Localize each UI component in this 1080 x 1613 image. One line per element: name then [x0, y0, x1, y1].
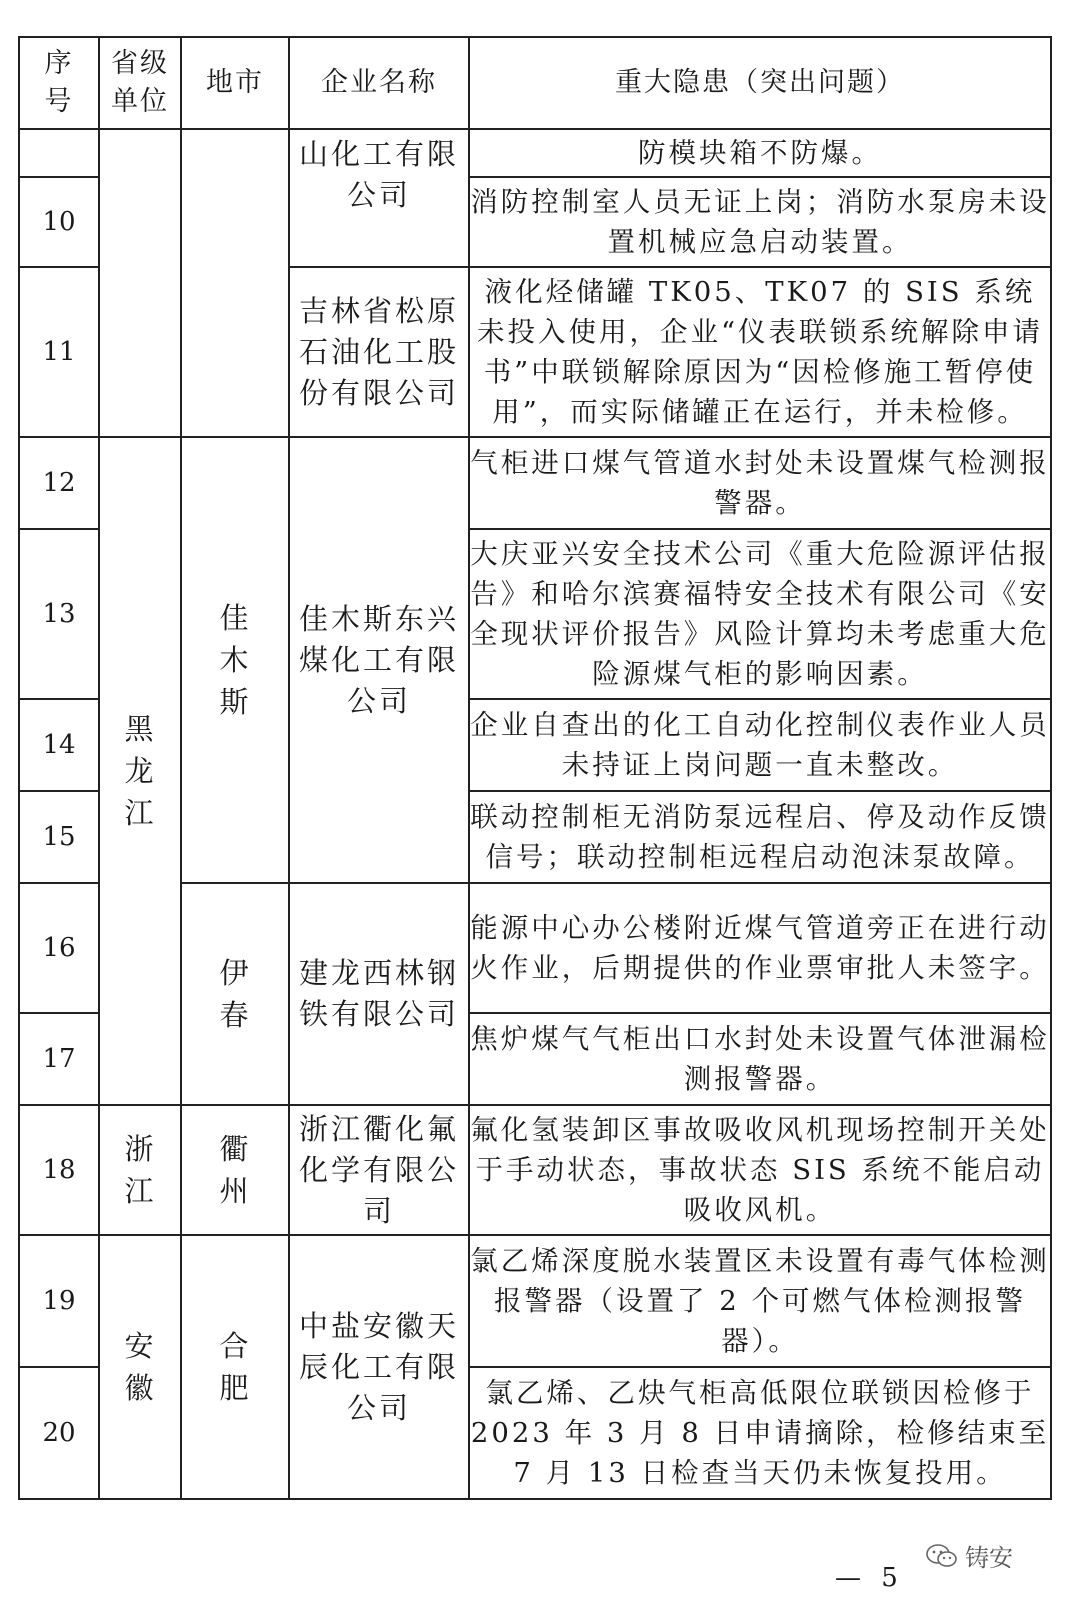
row-seq	[19, 129, 99, 177]
row-seq: 15	[19, 791, 99, 883]
header-company: 企业名称	[289, 37, 469, 129]
issue-cell: 能源中心办公楼附近煤气管道旁正在进行动火作业，后期提供的作业票审批人未签字。	[469, 883, 1051, 1013]
issue-cell: 液化烃储罐 TK05、TK07 的 SIS 系统未投入使用，企业“仪表联锁系统解除申请书”中联锁解除原因为“因检修施工暂停使用”，而实际储罐正在运行，并未检修。	[469, 267, 1051, 437]
province-cell: 安徽	[99, 1235, 181, 1499]
issue-cell: 焦炉煤气气柜出口水封处未设置气体泄漏检测报警器。	[469, 1013, 1051, 1105]
city-cell: 佳木斯	[181, 437, 289, 883]
issue-cell: 氯乙烯、乙炔气柜高低限位联锁因检修于 2023 年 3 月 8 日申请摘除，检修结束至 7 月 13 日检查当天仍未恢复投用。	[469, 1367, 1051, 1499]
issue-cell: 气柜进口煤气管道水封处未设置煤气检测报警器。	[469, 437, 1051, 529]
issue-cell: 消防控制室人员无证上岗；消防水泵房未设置机械应急启动装置。	[469, 177, 1051, 267]
province-cell: 黑龙江	[99, 437, 181, 1105]
row-seq: 12	[19, 437, 99, 529]
header-city: 地市	[181, 37, 289, 129]
issue-cell: 氯乙烯深度脱水装置区未设置有毒气体检测报警器（设置了 2 个可燃气体检测报警器）。	[469, 1235, 1051, 1367]
watermark-text: 铸安	[965, 1544, 1013, 1572]
city-cell: 衢州	[181, 1105, 289, 1235]
company-cell: 吉林省松原石油化工股份有限公司	[289, 267, 469, 437]
page-number: — 5	[835, 1563, 904, 1593]
watermark	[925, 1538, 1013, 1573]
company-cell: 中盐安徽天辰化工有限公司	[289, 1235, 469, 1499]
row-seq: 19	[19, 1235, 99, 1367]
company-cell: 佳木斯东兴煤化工有限公司	[289, 437, 469, 883]
wechat-icon	[925, 1543, 959, 1569]
city-cell: 伊春	[181, 883, 289, 1105]
issue-cell: 防模块箱不防爆。	[469, 129, 1051, 177]
header-issue: 重大隐患（突出问题）	[469, 37, 1051, 129]
table-row	[19, 1105, 1051, 1235]
company-cell: 建龙西林钢铁有限公司	[289, 883, 469, 1105]
row-seq: 14	[19, 699, 99, 791]
issue-cell: 氟化氢装卸区事故吸收风机现场控制开关处于手动状态，事故状态 SIS 系统不能启动吸收风机。	[469, 1105, 1051, 1235]
city-cell: 合肥	[181, 1235, 289, 1499]
row-seq: 16	[19, 883, 99, 1013]
table-header-row	[19, 37, 1051, 129]
row-seq: 11	[19, 267, 99, 437]
company-cell: 山化工有限公司	[289, 129, 469, 267]
issue-cell: 企业自查出的化工自动化控制仪表作业人员未持证上岗问题一直未整改。	[469, 699, 1051, 791]
issue-cell: 大庆亚兴安全技术公司《重大危险源评估报告》和哈尔滨赛福特安全技术有限公司《安全现状评价报告》风险计算均未考虑重大危险源煤气柜的影响因素。	[469, 529, 1051, 699]
province-cell: 浙江	[99, 1105, 181, 1235]
table-row	[19, 437, 1051, 529]
city-cell-empty	[181, 129, 289, 437]
issue-cell: 联动控制柜无消防泵远程启、停及动作反馈信号；联动控制柜远程启动泡沫泵故障。	[469, 791, 1051, 883]
company-cell: 浙江衢化氟化学有限公司	[289, 1105, 469, 1235]
table-row	[19, 1235, 1051, 1367]
province-cell-empty	[99, 129, 181, 437]
header-province: 省级单位	[99, 37, 181, 129]
row-seq: 17	[19, 1013, 99, 1105]
row-seq: 20	[19, 1367, 99, 1499]
hazard-table	[18, 36, 1052, 1500]
row-seq: 18	[19, 1105, 99, 1235]
header-seq: 序号	[19, 37, 99, 129]
row-seq: 10	[19, 177, 99, 267]
row-seq: 13	[19, 529, 99, 699]
table-row	[19, 129, 1051, 177]
